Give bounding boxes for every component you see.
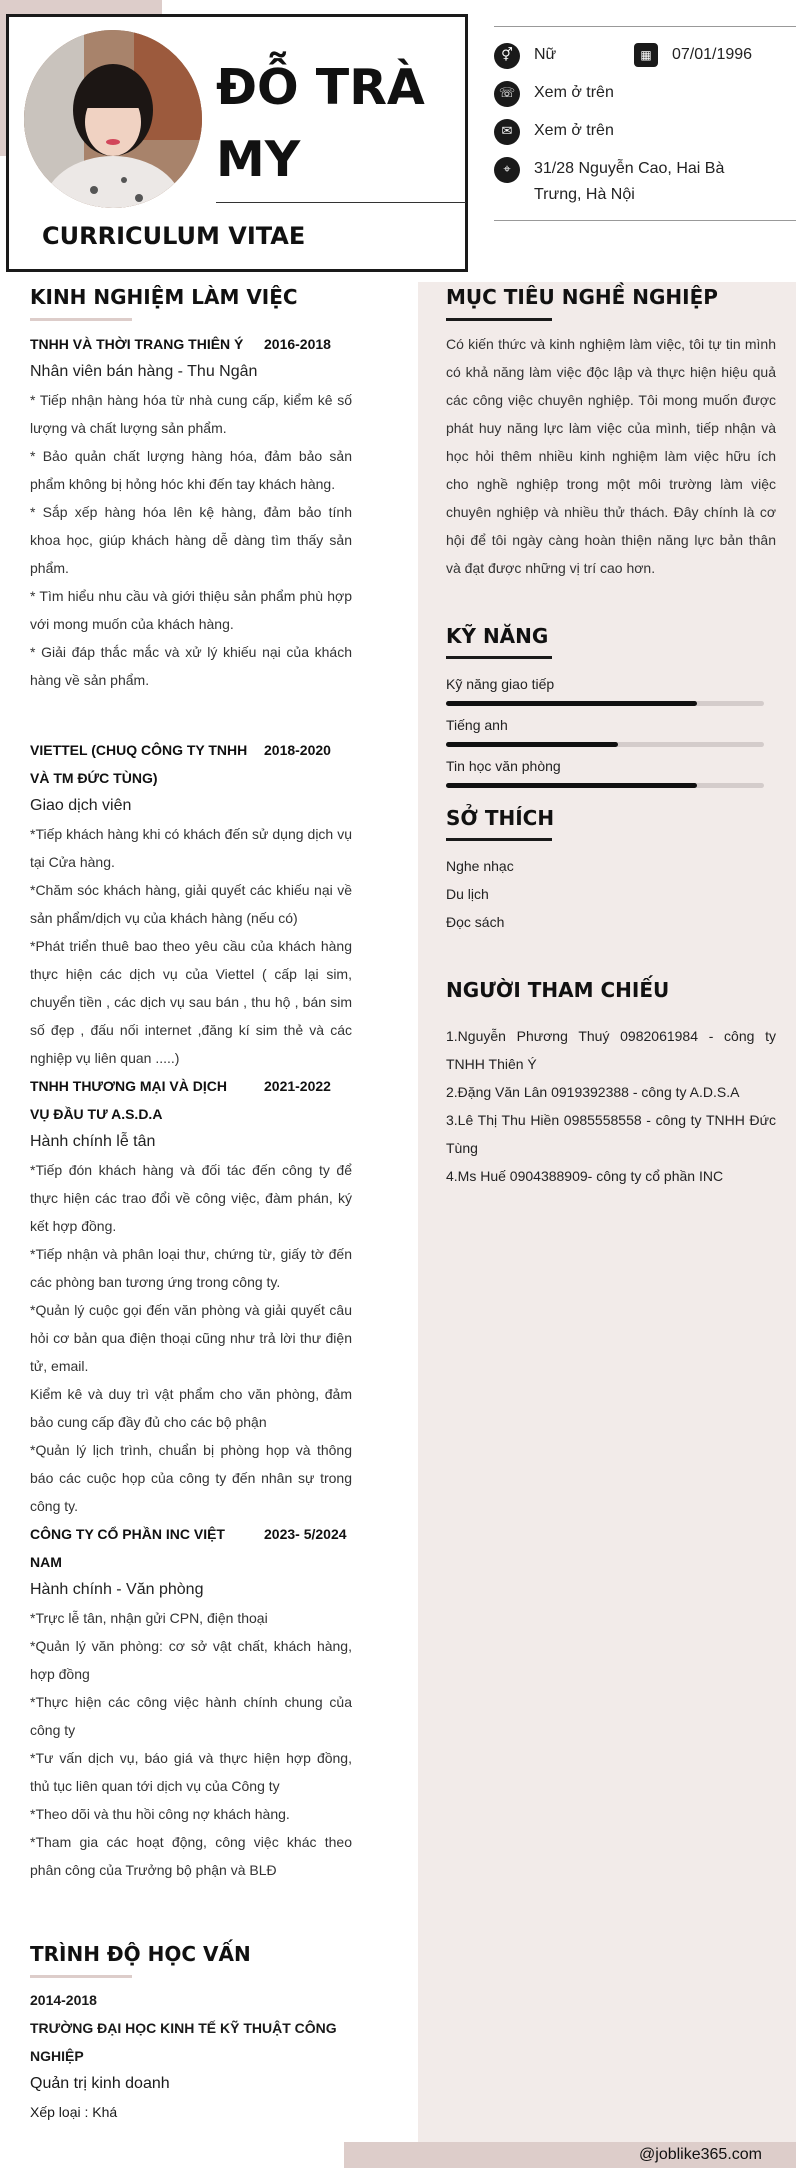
address-value: 31/28 Nguyễn Cao, Hai Bà Trưng, Hà Nội [534,160,725,203]
reference-item: 3.Lê Thị Thu Hiền 0985558558 - công ty TNHH Đức Tùng [446,1112,776,1156]
skill-item [446,715,764,747]
job-duty: *Theo dõi và thu hồi công nợ khách hàng. [30,1806,290,1822]
job-duty: *Phát triển thuê bao theo yêu cầu của khách hàng thực hiện các dịch vụ của Viettel ( cấp lại sim, chuyển tiền , các dịch vụ sau bán , thu hộ , bán sim số đẹp , đấu nối internet ,đăng kí sim thẻ và các nghiệp vụ liên quan .....) [30,938,352,1066]
job-date: 2023- 5/2024 [264,1526,347,1542]
job-duty: * Bảo quản chất lượng hàng hóa, đảm bảo sản phẩm không bị hỏng hóc khi đến tay khách hàng. [30,448,352,492]
job-company: TNHH VÀ THỜI TRANG THIÊN Ý [30,336,244,352]
job-duty: *Tiếp đón khách hàng và đối tác đến công ty để thực hiện các trao đổi về công việc, đàm phán, ký kết hợp đồng. [30,1162,352,1234]
skill-bar-fill [446,783,697,788]
profile-photo [24,30,202,208]
dob-value: 07/01/1996 [672,46,753,63]
job-duty: *Tham gia các hoạt động, công việc khác theo phân công của Trưởng bộ phận và BLĐ [30,1834,352,1878]
phone-value: Xem ở trên [534,84,614,101]
job-role: Nhân viên bán hàng - Thu Ngân [30,363,258,380]
contact-phone [494,80,614,107]
objective-underline [446,318,552,321]
skill-bar-track [446,742,764,747]
education-underline [30,1975,132,1978]
job-entry [30,736,352,1072]
contact-gender [494,42,556,69]
skill-bar-track [446,783,764,788]
job-duty: *Quản lý cuộc gọi đến văn phòng và giải quyết câu hỏi cơ bản qua điện thoại cũng như trả lời thư điện tử, email. [30,1302,352,1374]
job-date: 2018-2020 [264,742,331,758]
contact-divider-top [494,26,796,27]
candidate-name: ĐỖ TRÀ MY [216,59,425,188]
contact-divider-bottom [494,220,796,221]
skill-label: Tiếng anh [446,717,508,733]
profile-photo-image [24,30,202,208]
job-entry [30,330,352,694]
cv-title: CURRICULUM VITAE [42,222,306,250]
job-date: 2021-2022 [264,1078,331,1094]
job-duty: * Giải đáp thắc mắc và xử lý khiếu nại của khách hàng về sản phẩm. [30,644,352,688]
job-entry [30,1520,352,1884]
references-heading: NGƯỜI THAM CHIẾU [446,978,670,1002]
job-company: VIETTEL (CHUQ CÔNG TY TNHH VÀ TM ĐỨC TÙNG) [30,742,248,786]
hobby-item: Nghe nhạc [446,858,514,874]
experience-heading: KINH NGHIỆM LÀM VIỆC [30,285,298,309]
hobbies-list [446,852,764,936]
job-duty: *Quản lý lịch trình, chuẩn bị phòng họp và thông báo các cuộc họp của công ty đến nhân sự trong công ty. [30,1442,352,1514]
skill-label: Tin học văn phòng [446,758,561,774]
skill-bar-track [446,701,764,706]
skills-heading: KỸ NĂNG [446,624,549,648]
job-duty: * Sắp xếp hàng hóa lên kệ hàng, đảm bảo tính khoa học, giúp khách hàng dễ dàng tìm thấy sản phẩm. [30,504,352,576]
skill-bar-fill [446,701,697,706]
hobbies-heading: SỞ THÍCH [446,806,555,830]
hobby-item: Đọc sách [446,914,505,930]
job-role: Hành chính - Văn phòng [30,1581,204,1598]
job-company: TNHH THƯƠNG MẠI VÀ DỊCH VỤ ĐẦU TƯ A.S.D.A [30,1078,227,1122]
education-major: Quản trị kinh doanh [30,2075,170,2092]
job-duty: * Tìm hiểu nhu cầu và giới thiệu sản phẩm phù hợp với mong muốn của khách hàng. [30,588,352,632]
job-duty: *Tiếp nhận và phân loại thư, chứng từ, giấy tờ đến các phòng ban tương ứng trong công ty. [30,1246,352,1290]
reference-item: 1.Nguyễn Phương Thuý 0982061984 - công ty TNHH Thiên Ý [446,1028,776,1072]
job-duty: *Trực lễ tân, nhận gửi CPN, điện thoại [30,1610,268,1626]
phone-icon: ☏ [494,81,520,107]
email-value: Xem ở trên [534,122,614,139]
location-pin-icon: ⌖ [494,157,520,183]
job-role: Giao dịch viên [30,797,132,814]
education-entry [30,1986,352,2126]
job-date: 2016-2018 [264,336,331,352]
footer-watermark: @joblike365.com [639,2146,762,2163]
calendar-icon: ▦ [634,43,658,67]
job-duty: *Thực hiện các công việc hành chính chung của công ty [30,1694,352,1738]
job-duty: *Tư vấn dịch vụ, báo giá và thực hiện hợp đồng, thủ tục liên quan tới dịch vụ của Công ty [30,1750,352,1794]
skill-item [446,674,764,706]
skill-label: Kỹ năng giao tiếp [446,676,555,692]
job-role: Hành chính lễ tân [30,1133,156,1150]
job-duty: Kiểm kê và duy trì vật phẩm cho văn phòng, đảm bảo cung cấp đầy đủ cho các bộ phận [30,1386,352,1430]
skill-item [446,756,764,788]
contact-email [494,118,614,145]
hobbies-underline [446,838,552,841]
education-years: 2014-2018 [30,1992,97,2008]
job-company: CÔNG TY CỔ PHẦN INC VIỆT NAM [30,1526,225,1570]
job-duty: *Tiếp khách hàng khi có khách đến sử dụng dịch vụ tại Cửa hàng. [30,826,352,870]
gender-value: Nữ [534,46,557,63]
references-list [446,1022,776,1190]
reference-item: 2.Đặng Văn Lân 0919392388 - công ty A.D.S.A [446,1084,740,1100]
job-duty: *Chăm sóc khách hàng, giải quyết các khiếu nại về sản phẩm/dịch vụ của khách hàng (nếu có) [30,882,352,926]
contact-address [494,156,764,208]
skill-bar-fill [446,742,618,747]
mail-icon: ✉ [494,119,520,145]
education-heading: TRÌNH ĐỘ HỌC VẤN [30,1942,251,1966]
objective-text: Có kiến thức và kinh nghiệm làm việc, tôi tự tin mình có khả năng làm việc độc lập và thực hiện hiệu quả các công việc chuyên nghiệp. Tôi mong muốn được phát huy năng lực làm việc của mình, tiếp nhận và học hỏi thêm nhiều kinh nghiệm làm việc hữu ích cho nghề nghiệp trong một môi trường làm việc chuyên nghiệp và nhiều thử thách. Đây chính là cơ hội để tôi ngày càng hoàn thiện năng lực bản thân và đạt được những vị trí cao hơn. [446,336,776,576]
gender-icon: ⚥ [494,43,520,69]
education-grade: Xếp loại : Khá [30,2104,118,2120]
contact-dob [634,42,752,68]
job-entry [30,1072,352,1520]
education-school: TRƯỜNG ĐẠI HỌC KINH TẾ KỸ THUẬT CÔNG NGHIỆP [30,2020,337,2064]
name-divider [216,202,466,203]
job-duty: *Quản lý văn phòng: cơ sở vật chất, khách hàng, hợp đồng [30,1638,352,1682]
experience-list [30,330,352,1884]
hobby-item: Du lịch [446,886,489,902]
experience-underline [30,318,132,321]
job-duty: * Tiếp nhận hàng hóa từ nhà cung cấp, kiểm kê số lượng và chất lượng sản phẩm. [30,392,352,436]
reference-item: 4.Ms Huế 0904388909- công ty cổ phần INC [446,1168,724,1184]
objective-heading: MỤC TIÊU NGHỀ NGHIỆP [446,285,718,309]
skills-underline [446,656,552,659]
